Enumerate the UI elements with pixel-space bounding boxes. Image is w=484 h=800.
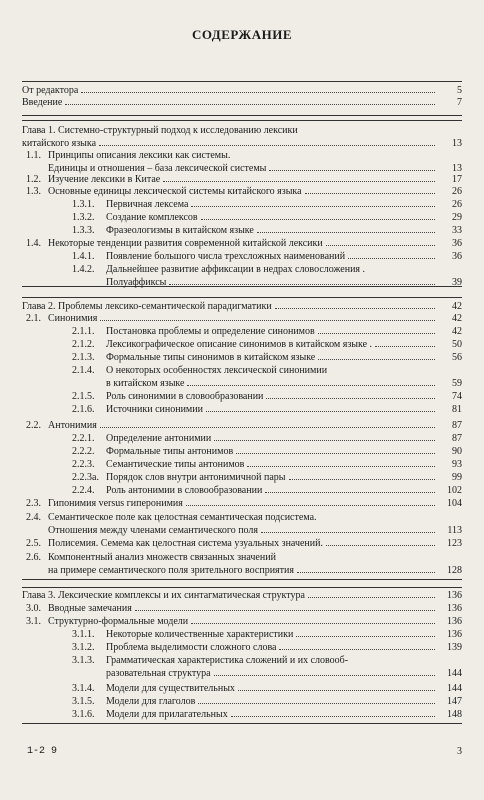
leader-dots: [65, 104, 435, 105]
toc-page-number: 147: [447, 696, 462, 707]
toc-page-number: 144: [447, 668, 462, 679]
toc-page-number: 26: [452, 199, 462, 210]
toc-page-number: 87: [452, 433, 462, 444]
toc-page-number: 17: [452, 174, 462, 185]
toc-number: 1.3.1.: [72, 199, 95, 210]
leader-dots: [238, 690, 435, 691]
toc-title: Первичная лексема: [106, 199, 189, 210]
toc-page-number: 136: [447, 603, 462, 614]
toc-page-number: 148: [447, 709, 462, 720]
leader-dots: [348, 258, 435, 259]
leader-dots: [266, 398, 435, 399]
footer-signature: 1-2 9: [27, 746, 58, 757]
toc-title: Некоторые тенденции развития современной китайской лексики: [48, 238, 323, 249]
toc-number: 2.1.: [26, 313, 41, 324]
toc-title: Антонимия: [48, 420, 97, 431]
toc-number: 2.6.: [26, 552, 41, 563]
leader-dots: [191, 206, 435, 207]
leader-dots: [297, 572, 435, 573]
leader-dots: [269, 170, 435, 171]
toc-title: Постановка проблемы и определение синонимов: [106, 326, 315, 337]
leader-dots: [275, 308, 435, 309]
toc-number: 3.1.6.: [72, 709, 95, 720]
toc-page-number: 104: [447, 498, 462, 509]
toc-title: Основные единицы лексической системы китайского языка: [48, 186, 302, 197]
toc-number: 1.2.: [26, 174, 41, 185]
toc-number: 2.4.: [26, 512, 41, 523]
leader-dots: [206, 411, 435, 412]
toc-page-number: 102: [447, 485, 462, 496]
chapter-title: Глава 1. Системно-структурный подход к исследованию лексики: [22, 125, 298, 136]
toc-page-number: 99: [452, 472, 462, 483]
toc-number: 1.3.: [26, 186, 41, 197]
toc-title: Вводные замечания: [48, 603, 132, 614]
toc-page-number: 13: [452, 138, 462, 149]
toc-page-number: 36: [452, 251, 462, 262]
toc-page-number: 136: [447, 629, 462, 640]
toc-title: Полисемия. Семема как целостная система узуальных значений.: [48, 538, 323, 549]
toc-number: 2.3.: [26, 498, 41, 509]
toc-number: 1.4.1.: [72, 251, 95, 262]
toc-page-number: 56: [452, 352, 462, 363]
leader-dots: [99, 145, 435, 146]
toc-title: Формальные типы синонимов в китайском языке: [106, 352, 316, 363]
leader-dots: [214, 440, 435, 441]
toc-number: 3.1.1.: [72, 629, 95, 640]
toc-number: 2.1.4.: [72, 365, 95, 376]
toc-number: 2.1.6.: [72, 404, 95, 415]
leader-dots: [326, 545, 435, 546]
page-title: СОДЕРЖАНИЕ: [191, 27, 293, 42]
toc-title: Введение: [22, 97, 63, 108]
toc-page-number: 36: [452, 238, 462, 249]
leader-dots: [169, 284, 435, 285]
leader-dots: [261, 532, 435, 533]
leader-dots: [231, 716, 435, 717]
toc-title: Модели для существительных: [106, 683, 235, 694]
toc-title: Источники синонимии: [106, 404, 203, 415]
toc-title: Фразеологизмы в китайском языке: [106, 225, 254, 236]
toc-page-number: 74: [452, 391, 462, 402]
toc-page-number: 113: [447, 525, 462, 536]
toc-title: Единицы и отношения – база лексической системы: [48, 163, 267, 174]
toc-title: Семантические типы антонимов: [106, 459, 245, 470]
toc-page-number: 42: [452, 313, 462, 324]
chapter-title: Глава 2. Проблемы лексико-семантической парадигматики: [22, 301, 272, 312]
toc-title: Структурно-формальные модели: [48, 616, 189, 627]
toc-page-number: 81: [452, 404, 462, 415]
toc-page-number: 5: [457, 85, 462, 96]
toc-title: разовательная структура: [106, 668, 211, 679]
toc-number: 3.0.: [26, 603, 41, 614]
toc-page-number: 50: [452, 339, 462, 350]
leader-dots: [308, 597, 435, 598]
toc-number: 3.1.3.: [72, 655, 95, 666]
toc-number: 3.1.: [26, 616, 41, 627]
toc-title: От редактора: [22, 85, 79, 96]
leader-dots: [135, 610, 435, 611]
leader-dots: [100, 427, 435, 428]
chapter-title: китайского языка: [22, 138, 97, 149]
toc-number: 2.2.2.: [72, 446, 95, 457]
leader-dots: [296, 636, 435, 637]
page-number: 3: [457, 746, 462, 757]
leader-dots: [318, 359, 435, 360]
toc-title: Отношения между членами семантического поля: [48, 525, 259, 536]
toc-number: 3.1.2.: [72, 642, 95, 653]
toc-page-number: 7: [457, 97, 462, 108]
toc-title: Проблема выделимости сложного слова: [106, 642, 277, 653]
leader-dots: [279, 649, 435, 650]
toc-title: Роль антонимии в словообразовании: [106, 485, 263, 496]
toc-title: Семантическое поле как целостная семантическая подсистема.: [48, 512, 317, 523]
toc-number: 2.2.3.: [72, 459, 95, 470]
toc-number: 1.4.: [26, 238, 41, 249]
leader-dots: [81, 92, 435, 93]
toc-title: Изучение лексики в Китае: [48, 174, 161, 185]
leader-dots: [318, 333, 435, 334]
leader-dots: [201, 219, 435, 220]
toc-number: 2.2.3а.: [72, 472, 99, 483]
toc-page-number: 136: [447, 616, 462, 627]
toc-number: 2.1.3.: [72, 352, 95, 363]
toc-page-number: 90: [452, 446, 462, 457]
toc-title: Порядок слов внутри антонимичной пары: [106, 472, 286, 483]
leader-dots: [191, 623, 435, 624]
toc-title: Дальнейшее развитие аффиксации в недрах словосложения .: [106, 264, 366, 275]
toc-page-number: 33: [452, 225, 462, 236]
toc-page-number: 42: [452, 326, 462, 337]
toc-title: Модели для глаголов: [106, 696, 196, 707]
leader-dots: [257, 232, 435, 233]
toc-number: 2.2.1.: [72, 433, 95, 444]
leader-dots: [265, 492, 435, 493]
leader-dots: [236, 453, 435, 454]
toc-page-number: 13: [452, 163, 462, 174]
toc-page-number: 59: [452, 378, 462, 389]
toc-title: Принципы описания лексики как системы.: [48, 150, 231, 161]
toc-page-number: 26: [452, 186, 462, 197]
toc-number: 2.1.1.: [72, 326, 95, 337]
toc-title: в китайском языке: [106, 378, 185, 389]
leader-dots: [214, 675, 435, 676]
leader-dots: [187, 385, 435, 386]
toc-title: Синонимия: [48, 313, 98, 324]
toc-number: 2.1.2.: [72, 339, 95, 350]
toc-page-number: 42: [452, 301, 462, 312]
toc-list: [22, 0, 462, 800]
toc-number: 2.1.5.: [72, 391, 95, 402]
leader-dots: [100, 320, 435, 321]
toc-page-number: 93: [452, 459, 462, 470]
toc-number: 1.4.2.: [72, 264, 95, 275]
toc-title: Грамматическая характеристика сложений и их словооб-: [106, 655, 349, 666]
toc-number: 2.2.4.: [72, 485, 95, 496]
toc-title: Компонентный анализ множеств связанных значений: [48, 552, 276, 563]
toc-number: 2.2.: [26, 420, 41, 431]
leader-dots: [198, 703, 435, 704]
toc-title: Полуаффиксы: [106, 277, 167, 288]
leader-dots: [289, 479, 435, 480]
leader-dots: [305, 193, 435, 194]
toc-page-number: 144: [447, 683, 462, 694]
toc-page-number: 136: [447, 590, 462, 601]
toc-title: Модели для прилагательных: [106, 709, 228, 720]
toc-number: 3.1.5.: [72, 696, 95, 707]
toc-page-number: 39: [452, 277, 462, 288]
toc-page-number: 139: [447, 642, 462, 653]
toc-title: Появление большого числа трехсложных наименований: [106, 251, 346, 262]
toc-title: Некоторые количественные характеристики: [106, 629, 294, 640]
toc-number: 1.3.3.: [72, 225, 95, 236]
toc-page-number: 29: [452, 212, 462, 223]
leader-dots: [247, 466, 435, 467]
leader-dots: [186, 505, 435, 506]
toc-title: О некоторых особенностях лексической синонимии: [106, 365, 328, 376]
toc-title: Определение антонимии: [106, 433, 212, 444]
toc-number: 2.5.: [26, 538, 41, 549]
leader-dots: [326, 245, 435, 246]
toc-number: 3.1.4.: [72, 683, 95, 694]
toc-title: Гипонимия versus гиперонимия: [48, 498, 183, 509]
chapter-title: Глава 3. Лексические комплексы и их синтагматическая структура: [22, 590, 305, 601]
toc-title: на примере семантического поля зрительного восприятия: [48, 565, 294, 576]
leader-dots: [375, 346, 435, 347]
toc-page-number: 87: [452, 420, 462, 431]
toc-title: Роль синонимии в словообразовании: [106, 391, 264, 402]
toc-page-number: 128: [447, 565, 462, 576]
toc-number: 1.1.: [26, 150, 41, 161]
leader-dots: [163, 181, 435, 182]
toc-title: Формальные типы антонимов: [106, 446, 234, 457]
toc-number: 1.3.2.: [72, 212, 95, 223]
toc-title: Создание комплексов: [106, 212, 198, 223]
toc-title: Лексикографическое описание синонимов в китайском языке .: [106, 339, 373, 350]
toc-page-number: 123: [447, 538, 462, 549]
